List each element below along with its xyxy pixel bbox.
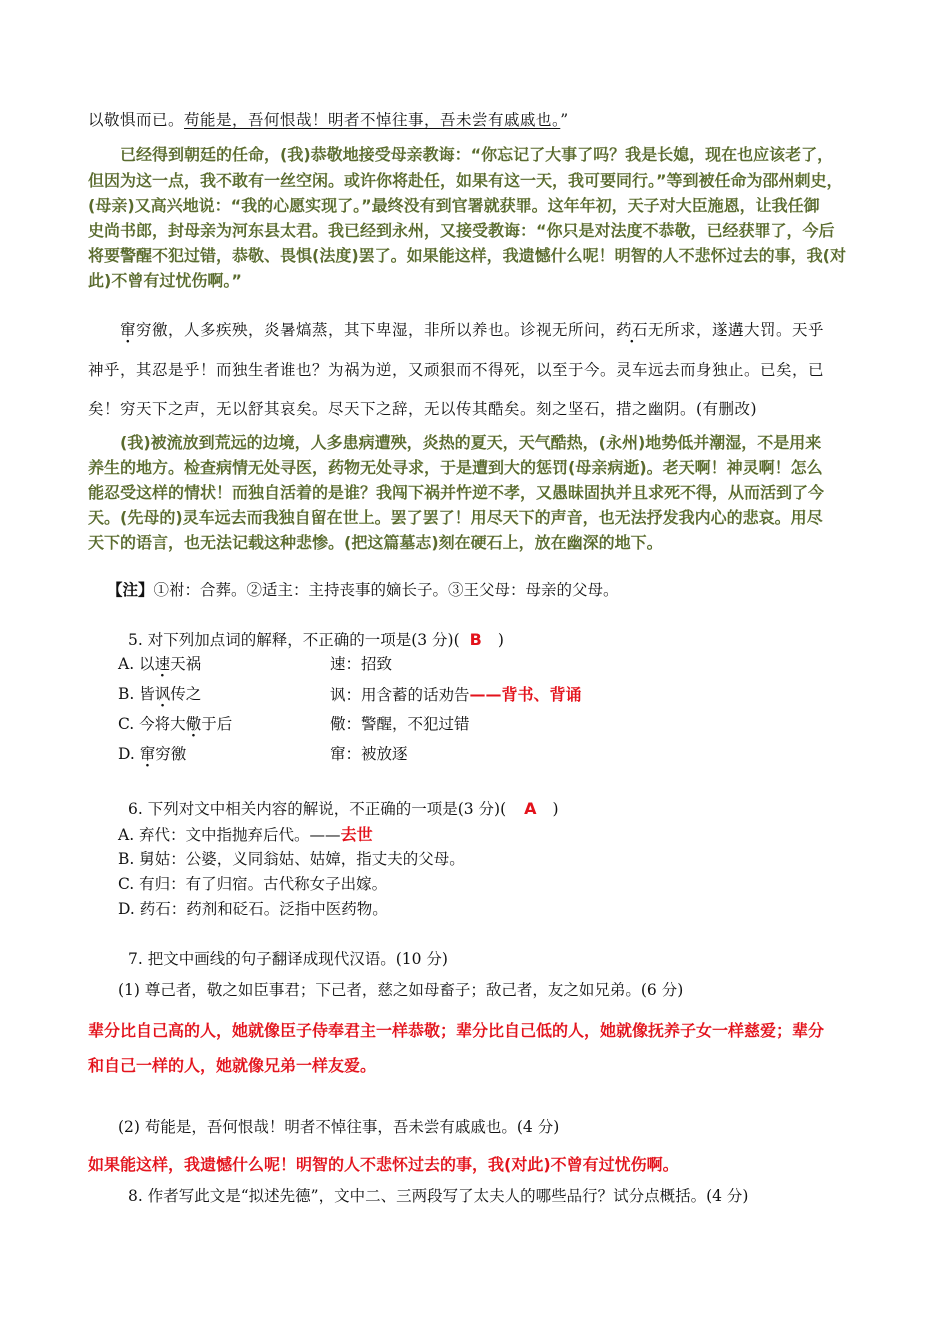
- dotted-char: 讽: [154, 685, 171, 703]
- dotted-char: 窜: [139, 745, 156, 763]
- option-c: C. 今将大儆于后: [118, 715, 233, 733]
- passage-text: 穷徼，人多疾殃，炎暑熇蒸，其下卑湿，非所以养也。诊视无所问，: [136, 321, 617, 339]
- question-8-stem: 8. 作者写此文是“拟述先德”，文中二、三两段写了太夫人的哪些品行？试分点概括。(4 分): [128, 1187, 749, 1205]
- option-a: A. 以速天祸: [118, 655, 202, 673]
- translation-line: 但因为这一点，我不敢有一丝空闲。或许你将赴任，如果有这一天，我可要同行。”等到被任命为邵州刺史，: [88, 171, 843, 190]
- dotted-word: 药石: [616, 321, 649, 339]
- dotted-char: 儆: [185, 715, 202, 733]
- option-b-correction: ——背书、背诵: [469, 685, 582, 704]
- option-a-gloss: 速：招致: [330, 655, 393, 673]
- passage-line: [88, 108, 569, 130]
- answer-label: A: [524, 799, 537, 818]
- question-7-stem: 7. 把文中画线的句子翻译成现代汉语。(10 分): [128, 950, 448, 968]
- note-text: ①祔：合葬。②适主：主持丧事的嫡长子。③王父母：母亲的父母。: [153, 581, 619, 599]
- option-d: D. 窜穷徼: [118, 745, 187, 763]
- option-b-gloss: 讽：用含蓄的话劝告——背书、背诵: [330, 685, 582, 704]
- underlined-sentence: 苟能是，吾何恨哉！明者不悼往事，吾未尝有戚戚也。: [184, 111, 561, 129]
- passage-text: 无所求，遂遘大罚。天乎: [648, 321, 825, 339]
- passage-line: 矣！穷天下之声，无以舒其哀矣。尽天下之辞，无以传其酷矣。刻之坚石，措之幽阴。(有删改): [88, 400, 758, 418]
- option-a-correction: 去世: [340, 825, 373, 844]
- note-heading: 【注】: [107, 580, 154, 599]
- translation-line: 天下的语言，也无法记载这种悲惨。(把这篇墓志)刻在硬石上，放在幽深的地下。: [88, 533, 663, 552]
- translation-line: 史尚书郎，封母亲为河东县太君。我已经到永州，又接受教诲：“你只是对法度不恭敬，已经获罪了，今后: [88, 221, 835, 240]
- question-7-sub2: (2) 苟能是，吾何恨哉！明者不悼往事，吾未尝有戚戚也。(4 分): [118, 1118, 560, 1136]
- translation-line: (我)被流放到荒远的边境，人多患病遭殃，炎热的夏天，天气酷热，(永州)地势低并潮湿，不是用来: [120, 433, 822, 452]
- dotted-char: 窜: [120, 321, 137, 339]
- option-b: B. 舅姑：公婆，义同翁姑、姑嫜，指丈夫的父母。: [118, 850, 465, 868]
- question-5-stem: 5. 对下列加点词的解释，不正确的一项是(3 分)( B ): [128, 630, 504, 649]
- option-d-gloss: 窜：被放逐: [330, 745, 408, 763]
- note: [107, 578, 619, 600]
- answer-line: 辈分比自己高的人，她就像臣子侍奉君主一样恭敬；辈分比自己低的人，她就像抚养子女一样慈爱；辈分: [88, 1021, 825, 1040]
- answer-line: 如果能这样，我遗憾什么呢！明智的人不悲怀过去的事，我(对此)不曾有过忧伤啊。: [88, 1155, 679, 1174]
- passage-text: ”: [560, 111, 569, 129]
- option-a: A. 弃代：文中指抛弃后代。——去世: [118, 825, 373, 844]
- translation-line: 养生的地方。检查病情无处寻医，药物无处寻求，于是遭到大的惩罚(母亲病逝)。老天啊！神灵啊！怎么: [88, 458, 823, 477]
- question-6-stem: 6. 下列对文中相关内容的解说，不正确的一项是(3 分)( A ): [128, 799, 559, 818]
- answer-label: B: [469, 630, 482, 649]
- option-c: C. 有归：有了归宿。古代称女子出嫁。: [118, 875, 388, 893]
- question-7-sub1: (1) 尊己者，敬之如臣事君；下己者，慈之如母畜子；敌己者，友之如兄弟。(6 分): [118, 981, 684, 999]
- option-d: D. 药石：药剂和砭石。泛指中医药物。: [118, 900, 388, 918]
- translation-line: 能忍受这样的情状！而独自活着的是谁？我闯下祸并忤逆不孝，又愚昧固执并且求死不得，从而活到了今: [88, 483, 825, 502]
- passage-line: 神乎，其忍是乎！而独生者谁也？为祸为逆，又顽狠而不得死，以至于今。灵车远去而身独止。已矣，已: [88, 361, 825, 379]
- translation-line: 将要警醒不犯过错，恭敬、畏惧(法度)罢了。如果能这样，我遗憾什么呢！明智的人不悲怀过去的事，我(对: [88, 246, 846, 265]
- answer-line: 和自己一样的人，她就像兄弟一样友爱。: [88, 1056, 377, 1075]
- translation-line: (母亲)又高兴地说：“我的心愿实现了。”最终没有到官署就获罪。这年年初，天子对大臣施恩，让我任御: [88, 196, 820, 215]
- translation-line: 天。(先母的)灵车远去而我独自留在世上。罢了罢了！用尽天下的声音，也无法抒发我内心的悲哀。用尽: [88, 508, 823, 527]
- passage-line: [120, 318, 824, 340]
- translation-line: 已经得到朝廷的任命，(我)恭敬地接受母亲教诲：“你忘记了大事了吗？我是长媳，现在也应该老了，: [120, 145, 834, 164]
- translation-line: 此)不曾有过忧伤啊。”: [88, 271, 242, 290]
- dotted-char: 速: [154, 655, 171, 673]
- passage-text: 以敬惧而已。: [88, 111, 185, 129]
- option-c-gloss: 儆：警醒，不犯过错: [330, 715, 470, 733]
- option-b: B. 皆讽传之: [118, 685, 202, 703]
